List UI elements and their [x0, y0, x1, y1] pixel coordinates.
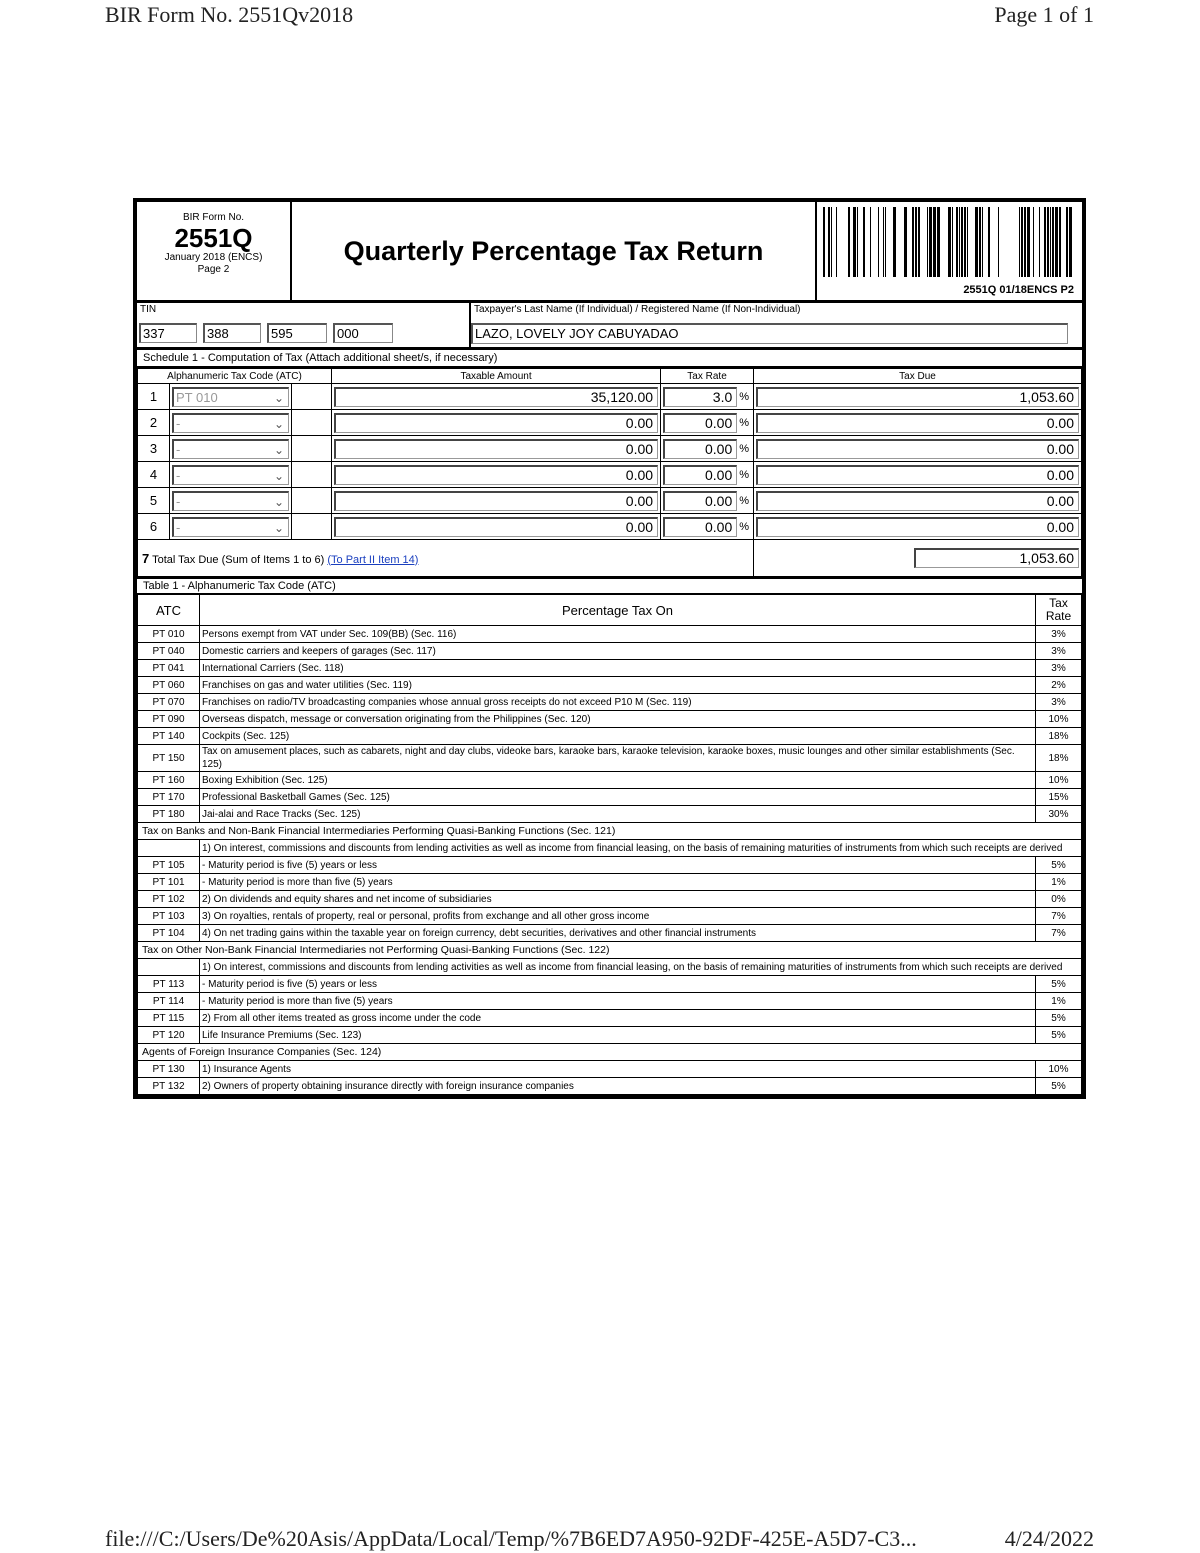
atc-rows-group4	[138, 1061, 1082, 1095]
atc-description: 1) Insurance Agents	[200, 1061, 1036, 1078]
tin-field-2[interactable]: 388	[203, 323, 261, 343]
page-number: Page 1 of 1	[994, 2, 1094, 27]
atc-value: PT 010	[176, 389, 218, 405]
atc-row	[138, 677, 1082, 694]
row-number: 5	[138, 488, 170, 514]
section-banks-note-row	[138, 840, 1082, 857]
desc-header: Percentage Tax On	[200, 595, 1036, 626]
atc-value: -	[176, 467, 181, 483]
barcode-bar	[975, 207, 978, 277]
barcode-bar	[929, 207, 932, 277]
barcode-bar	[904, 207, 907, 277]
header-atc: Alphanumeric Tax Code (ATC)	[138, 369, 332, 384]
atc-code: PT 070	[138, 694, 200, 711]
taxable-cell	[332, 384, 661, 410]
spacer-cell	[292, 436, 332, 462]
atc-row	[138, 925, 1082, 942]
taxable-amount-input[interactable]: 0.00	[334, 413, 658, 433]
form-number-block	[137, 202, 292, 300]
barcode-bar	[857, 207, 858, 277]
atc-row	[138, 806, 1082, 823]
row-number: 2	[138, 410, 170, 436]
atc-rate: 5%	[1036, 857, 1082, 874]
atc-description: Overseas dispatch, message or conversation originating from the Philippines (Sec. 120)	[200, 711, 1036, 728]
atc-description: 2) On dividends and equity shares and net income of subsidiaries	[200, 891, 1036, 908]
barcode-bar	[982, 207, 983, 277]
tax-due-input[interactable]: 0.00	[756, 491, 1079, 511]
footer-date: 4/24/2022	[1004, 1526, 1094, 1551]
taxpayer-name-label: Taxpayer's Last Name (If Individual) / Registered Name (If Non-Individual)	[474, 304, 801, 315]
schedule-row	[138, 462, 1082, 488]
form-number: 2551Q	[174, 222, 253, 253]
form-page: Page 2	[197, 263, 230, 275]
atc-row	[138, 745, 1082, 772]
barcode-bar	[863, 207, 865, 277]
section-nonbank-note-row	[138, 959, 1082, 976]
barcode-bar	[885, 207, 886, 277]
rate-cell	[661, 410, 754, 436]
row-number: 3	[138, 436, 170, 462]
rate-header: Tax Rate	[1036, 595, 1082, 626]
atc-row	[138, 857, 1082, 874]
atc-code: PT 105	[138, 857, 200, 874]
form-number-label: BIR Form No.	[182, 212, 245, 223]
atc-row	[138, 789, 1082, 806]
schedule-row	[138, 436, 1082, 462]
atc-code: PT 090	[138, 711, 200, 728]
percent-sign: %	[739, 520, 750, 533]
rate-wrap	[661, 385, 753, 409]
atc-select[interactable]	[172, 465, 289, 485]
row-number: 6	[138, 514, 170, 540]
atc-cell	[170, 410, 292, 436]
atc-description: International Carriers (Sec. 118)	[200, 660, 1036, 677]
form-title-bar	[137, 202, 1082, 303]
atc-header: ATC	[138, 595, 200, 626]
rate-cell	[661, 384, 754, 410]
taxable-cell	[332, 462, 661, 488]
atc-rows-group1	[138, 626, 1082, 823]
tax-rate-input[interactable]: 0.00	[663, 491, 737, 511]
atc-rate: 30%	[1036, 806, 1082, 823]
atc-rate: 1%	[1036, 993, 1082, 1010]
spacer-cell	[292, 462, 332, 488]
barcode-bar	[1027, 207, 1030, 277]
form-version: January 2018 (ENCS)	[164, 252, 263, 264]
atc-row	[138, 626, 1082, 643]
schedule-title: Schedule 1 - Computation of Tax (Attach additional sheet/s, if necessary)	[137, 350, 1082, 368]
spacer-cell	[292, 488, 332, 514]
barcode-bar	[918, 207, 920, 277]
atc-rate: 3%	[1036, 694, 1082, 711]
atc-code: PT 180	[138, 806, 200, 823]
section-banks-note: 1) On interest, commissions and discounts from lending activities as well as income from financial leasing, on the basis of remaining maturities of instruments from which such receipts are derived	[200, 840, 1082, 857]
atc-description: Cockpits (Sec. 125)	[200, 728, 1036, 745]
rate-cell	[661, 488, 754, 514]
barcode-bar	[823, 207, 825, 277]
barcode-bar	[1059, 207, 1061, 277]
atc-code: PT 102	[138, 891, 200, 908]
due-cell	[754, 384, 1082, 410]
atc-row	[138, 891, 1082, 908]
barcode-bar	[915, 207, 917, 277]
barcode-bar	[1033, 207, 1034, 277]
tax-rate-input[interactable]: 0.00	[663, 517, 737, 537]
schedule-rows	[138, 384, 1082, 540]
spacer-cell	[292, 384, 332, 410]
due-cell	[754, 436, 1082, 462]
taxable-cell	[332, 410, 661, 436]
schedule-row	[138, 410, 1082, 436]
atc-code: PT 170	[138, 789, 200, 806]
due-cell	[754, 410, 1082, 436]
tax-rate-input[interactable]: 0.00	[663, 413, 737, 433]
barcode-bar	[1052, 207, 1054, 277]
taxable-cell	[332, 514, 661, 540]
section-nonbank-note: 1) On interest, commissions and discounts from lending activities as well as income from financial leasing, on the basis of remaining maturities of instruments from which such receipts are derived	[200, 959, 1082, 976]
atc-value: -	[176, 415, 181, 431]
barcode-bar	[1024, 207, 1026, 277]
barcode-bar	[1047, 207, 1049, 277]
form-title: Quarterly Percentage Tax Return	[292, 202, 817, 300]
atc-row	[138, 711, 1082, 728]
atc-rate: 18%	[1036, 745, 1082, 772]
atc-description: 3) On royalties, rentals of property, real or personal, profits from exchange and all other gross income	[200, 908, 1036, 925]
schedule-table	[137, 368, 1082, 577]
atc-code: PT 140	[138, 728, 200, 745]
barcode-bar	[1069, 207, 1072, 277]
total-label-cell	[138, 540, 754, 577]
barcode-bar	[959, 207, 960, 277]
barcode-bar	[988, 207, 990, 277]
atc-description: 2) Owners of property obtaining insurance directly with foreign insurance companies	[200, 1078, 1036, 1095]
percent-sign: %	[739, 494, 750, 507]
barcode-bar	[948, 207, 951, 277]
atc-rate: 10%	[1036, 711, 1082, 728]
atc-description: 4) On net trading gains within the taxable year on foreign currency, debt securities, derivatives and other financial instruments	[200, 925, 1036, 942]
atc-rate: 7%	[1036, 925, 1082, 942]
atc-row	[138, 728, 1082, 745]
tax-rate-input[interactable]: 0.00	[663, 439, 737, 459]
atc-row	[138, 976, 1082, 993]
barcode-bar	[870, 207, 871, 277]
barcode-bar	[1039, 207, 1040, 277]
atc-code: PT 160	[138, 772, 200, 789]
barcode-caption: 2551Q 01/18ENCS P2	[963, 284, 1074, 296]
atc-rate: 0%	[1036, 891, 1082, 908]
atc-code: PT 113	[138, 976, 200, 993]
tin-field-4[interactable]: 000	[333, 323, 393, 343]
barcode-bar	[878, 207, 879, 277]
atc-select[interactable]	[172, 413, 289, 433]
atc-code: PT 130	[138, 1061, 200, 1078]
tax-due-input[interactable]: 1,053.60	[756, 387, 1079, 407]
percent-sign: %	[739, 468, 750, 481]
taxpayer-info-row	[137, 303, 1082, 350]
atc-select[interactable]	[172, 439, 289, 459]
rate-wrap	[661, 463, 753, 487]
rate-cell	[661, 462, 754, 488]
atc-row	[138, 772, 1082, 789]
tax-due-input[interactable]: 0.00	[756, 439, 1079, 459]
atc-rate: 7%	[1036, 908, 1082, 925]
atc-description: Jai-alai and Race Tracks (Sec. 125)	[200, 806, 1036, 823]
atc-rate: 5%	[1036, 976, 1082, 993]
section-banks	[138, 823, 1082, 840]
atc-rate: 1%	[1036, 874, 1082, 891]
spacer-cell	[292, 410, 332, 436]
taxable-amount-input[interactable]: 0.00	[334, 517, 658, 537]
atc-cell	[170, 436, 292, 462]
atc-value: -	[176, 493, 181, 509]
header-rate: Tax Rate	[661, 369, 754, 384]
atc-description: - Maturity period is more than five (5) years	[200, 874, 1036, 891]
rate-wrap	[661, 437, 753, 461]
atc-code: PT 120	[138, 1027, 200, 1044]
rate-cell	[661, 514, 754, 540]
taxable-cell	[332, 488, 661, 514]
barcode-bar	[937, 207, 940, 277]
atc-row	[138, 1078, 1082, 1095]
chevron-down-icon: ⌄	[273, 520, 284, 535]
percent-sign: %	[739, 442, 750, 455]
tax-rate-input[interactable]: 3.0	[663, 387, 737, 407]
tax-due-input[interactable]: 0.00	[756, 413, 1079, 433]
barcode-bar	[836, 207, 837, 277]
chevron-down-icon: ⌄	[273, 442, 284, 457]
atc-row	[138, 874, 1082, 891]
atc-description: Franchises on radio/TV broadcasting companies whose annual gross receipts do not exceed P10 M (Sec. 119)	[200, 694, 1036, 711]
section-banks-title: Tax on Banks and Non-Bank Financial Intermediaries Performing Quasi-Banking Functions (Sec. 121)	[138, 823, 1082, 840]
total-tax-due-input[interactable]: 1,053.60	[914, 548, 1079, 568]
atc-description: Professional Basketball Games (Sec. 125)	[200, 789, 1036, 806]
section-nonbank-title: Tax on Other Non-Bank Financial Intermediaries not Performing Quasi-Banking Functions (Sec. 122)	[138, 942, 1082, 959]
chevron-down-icon: ⌄	[273, 416, 284, 431]
barcode-bar	[883, 207, 884, 277]
atc-cell	[170, 514, 292, 540]
tin-block	[137, 303, 471, 347]
chevron-down-icon: ⌄	[273, 468, 284, 483]
row-number: 1	[138, 384, 170, 410]
atc-rate: 5%	[1036, 1027, 1082, 1044]
rate-wrap	[661, 489, 753, 513]
atc-row	[138, 993, 1082, 1010]
percent-sign: %	[739, 416, 750, 429]
atc-rate: 3%	[1036, 643, 1082, 660]
due-cell	[754, 462, 1082, 488]
atc-row	[138, 643, 1082, 660]
barcode-bar	[1021, 207, 1023, 277]
taxable-cell	[332, 436, 661, 462]
atc-cell	[170, 384, 292, 410]
total-label: Total Tax Due (Sum of Items 1 to 6)	[152, 553, 325, 566]
atc-table	[137, 594, 1082, 1095]
section-nonbank	[138, 942, 1082, 959]
barcode-bar	[893, 207, 896, 277]
spacer-cell	[292, 514, 332, 540]
barcode-bar	[828, 207, 830, 277]
atc-rate: 18%	[1036, 728, 1082, 745]
atc-description: Tax on amusement places, such as cabarets, night and day clubs, videoke bars, karaoke bars, karaoke television, karaoke boxes, music lounges and other similar establishments (Sec. 125)	[200, 745, 1036, 772]
taxable-amount-input[interactable]: 0.00	[334, 465, 658, 485]
schedule-row	[138, 384, 1082, 410]
empty-cell	[138, 959, 200, 976]
atc-description: 2) From all other items treated as gross income under the code	[200, 1010, 1036, 1027]
atc-description: Persons exempt from VAT under Sec. 109(BB) (Sec. 116)	[200, 626, 1036, 643]
atc-cell	[170, 462, 292, 488]
barcode-bar	[912, 207, 914, 277]
atc-row	[138, 660, 1082, 677]
atc-code: PT 010	[138, 626, 200, 643]
tax-due-input[interactable]: 0.00	[756, 465, 1079, 485]
taxable-amount-input[interactable]: 35,120.00	[334, 387, 658, 407]
table1-title: Table 1 - Alphanumeric Tax Code (ATC)	[137, 577, 1082, 594]
atc-rate: 5%	[1036, 1010, 1082, 1027]
atc-code: PT 115	[138, 1010, 200, 1027]
tax-rate-input[interactable]: 0.00	[663, 465, 737, 485]
atc-code: PT 060	[138, 677, 200, 694]
barcode-bar	[1050, 207, 1051, 277]
barcode-bar	[1055, 207, 1058, 277]
barcode-bar	[831, 207, 832, 277]
barcode-bar	[998, 207, 999, 277]
atc-rate: 3%	[1036, 660, 1082, 677]
barcode-bar	[853, 207, 856, 277]
atc-code: PT 041	[138, 660, 200, 677]
barcode-bar	[964, 207, 966, 277]
total-link[interactable]: (To Part II Item 14)	[327, 553, 419, 566]
atc-row	[138, 908, 1082, 925]
barcode-bar	[979, 207, 981, 277]
taxpayer-name-block	[471, 303, 1082, 347]
taxpayer-name-field[interactable]: LAZO, LOVELY JOY CABUYADAO	[471, 323, 1068, 344]
atc-description: - Maturity period is more than five (5) years	[200, 993, 1036, 1010]
atc-row	[138, 1027, 1082, 1044]
barcode	[817, 202, 1082, 300]
atc-select[interactable]	[172, 387, 289, 407]
atc-description: - Maturity period is five (5) years or less	[200, 857, 1036, 874]
atc-header-row	[138, 595, 1082, 626]
barcode-bar	[1066, 207, 1068, 277]
atc-rate: 2%	[1036, 677, 1082, 694]
atc-rows-group3	[138, 976, 1082, 1044]
chevron-down-icon: ⌄	[273, 390, 284, 405]
barcode-bar	[1019, 207, 1020, 277]
total-row	[138, 540, 1082, 577]
taxable-amount-input[interactable]: 0.00	[334, 439, 658, 459]
atc-value: -	[176, 519, 181, 535]
chevron-down-icon: ⌄	[273, 494, 284, 509]
schedule-row	[138, 514, 1082, 540]
header-taxable: Taxable Amount	[332, 369, 661, 384]
atc-code: PT 101	[138, 874, 200, 891]
atc-code: PT 150	[138, 745, 200, 772]
header-due: Tax Due	[754, 369, 1082, 384]
empty-cell	[138, 840, 200, 857]
atc-rate: 15%	[1036, 789, 1082, 806]
barcode-bar	[927, 207, 928, 277]
barcode-image	[823, 207, 1075, 277]
atc-description: Domestic carriers and keepers of garages (Sec. 117)	[200, 643, 1036, 660]
tin-label: TIN	[140, 304, 157, 315]
atc-description: Life Insurance Premiums (Sec. 123)	[200, 1027, 1036, 1044]
atc-description: Boxing Exhibition (Sec. 125)	[200, 772, 1036, 789]
taxable-amount-input[interactable]: 0.00	[334, 491, 658, 511]
atc-select[interactable]	[172, 491, 289, 511]
total-item-number: 7	[142, 550, 150, 566]
atc-rate: 10%	[1036, 772, 1082, 789]
barcode-bar	[952, 207, 953, 277]
atc-rate: 5%	[1036, 1078, 1082, 1095]
rate-cell	[661, 436, 754, 462]
atc-rate: 10%	[1036, 1061, 1082, 1078]
barcode-bar	[956, 207, 958, 277]
atc-description: - Maturity period is five (5) years or less	[200, 976, 1036, 993]
bir-form-2551q	[133, 198, 1086, 1099]
atc-code: PT 104	[138, 925, 200, 942]
section-agents	[138, 1044, 1082, 1061]
footer-file-path: file:///C:/Users/De%20Asis/AppData/Local/Temp/%7B6ED7A950-92DF-425E-A5D7-C3...	[105, 1526, 917, 1551]
atc-rows-group2	[138, 857, 1082, 942]
barcode-bar	[848, 207, 850, 277]
due-cell	[754, 514, 1082, 540]
rate-wrap	[661, 515, 753, 539]
page-header-title: BIR Form No. 2551Qv2018	[105, 2, 354, 27]
tax-due-input[interactable]: 0.00	[756, 517, 1079, 537]
percent-sign: %	[739, 390, 750, 403]
atc-code: PT 114	[138, 993, 200, 1010]
atc-code: PT 040	[138, 643, 200, 660]
atc-cell	[170, 488, 292, 514]
atc-code: PT 103	[138, 908, 200, 925]
section-agents-title: Agents of Foreign Insurance Companies (Sec. 124)	[138, 1044, 1082, 1061]
tin-field-1[interactable]: 337	[139, 323, 197, 343]
atc-row	[138, 1010, 1082, 1027]
schedule-row	[138, 488, 1082, 514]
atc-row	[138, 694, 1082, 711]
barcode-bar	[967, 207, 968, 277]
row-number: 4	[138, 462, 170, 488]
atc-value: -	[176, 441, 181, 457]
atc-row	[138, 1061, 1082, 1078]
barcode-bar	[933, 207, 936, 277]
rate-wrap	[661, 411, 753, 435]
atc-description: Franchises on gas and water utilities (Sec. 119)	[200, 677, 1036, 694]
total-value-cell	[754, 540, 1082, 577]
schedule-header-row	[138, 369, 1082, 384]
atc-select[interactable]	[172, 517, 289, 537]
barcode-bar	[1044, 207, 1046, 277]
atc-code: PT 132	[138, 1078, 200, 1095]
tin-field-3[interactable]: 595	[267, 323, 327, 343]
barcode-bar	[961, 207, 963, 277]
atc-rate: 3%	[1036, 626, 1082, 643]
due-cell	[754, 488, 1082, 514]
